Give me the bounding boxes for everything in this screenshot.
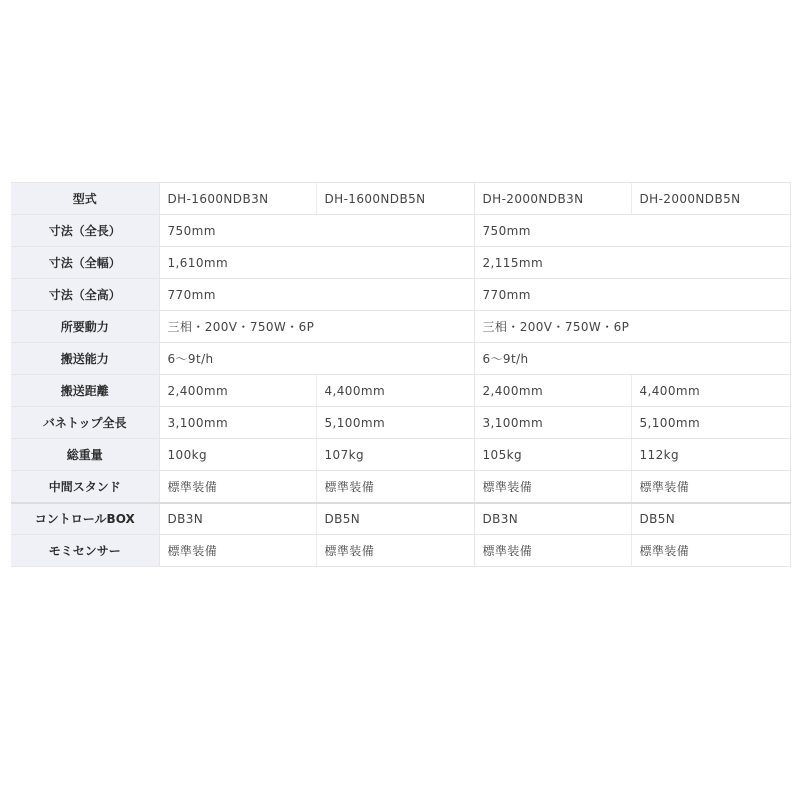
- row-label-sensor: モミセンサー: [11, 535, 159, 567]
- value-cell: 6～9t/h: [159, 343, 474, 375]
- row-label-width: 寸法（全幅）: [11, 247, 159, 279]
- table-row-stand: [11, 471, 790, 503]
- model-cell: DH-2000NDB3N: [474, 183, 631, 215]
- table-row-model: [11, 183, 790, 215]
- value-cell: 100kg: [159, 439, 316, 471]
- table-row-distance: [11, 375, 790, 407]
- value-cell: 標準装備: [159, 471, 316, 503]
- value-cell: DB3N: [474, 503, 631, 535]
- row-label-model: 型式: [11, 183, 159, 215]
- row-label-stand: 中間スタンド: [11, 471, 159, 503]
- row-label-top-length: バネトップ全長: [11, 407, 159, 439]
- value-cell: DB3N: [159, 503, 316, 535]
- table-row-power: [11, 311, 790, 343]
- table-row-control-box: [11, 503, 790, 535]
- value-cell: 750mm: [159, 215, 474, 247]
- value-cell: 標準装備: [159, 535, 316, 567]
- row-label-length: 寸法（全長）: [11, 215, 159, 247]
- spec-table: [11, 182, 791, 567]
- table-row-length: [11, 215, 790, 247]
- value-cell: 2,400mm: [474, 375, 631, 407]
- value-cell: 標準装備: [474, 535, 631, 567]
- value-cell: 107kg: [316, 439, 474, 471]
- table-row-height: [11, 279, 790, 311]
- value-cell: 770mm: [159, 279, 474, 311]
- value-cell: 標準装備: [631, 471, 790, 503]
- row-label-control-box: コントロールBOX: [11, 503, 159, 535]
- value-cell: 112kg: [631, 439, 790, 471]
- table-row-width: [11, 247, 790, 279]
- value-cell: 4,400mm: [631, 375, 790, 407]
- value-cell: 標準装備: [631, 535, 790, 567]
- row-label-distance: 搬送距離: [11, 375, 159, 407]
- value-cell: 3,100mm: [474, 407, 631, 439]
- value-cell: 3,100mm: [159, 407, 316, 439]
- value-cell: DB5N: [631, 503, 790, 535]
- value-cell: 4,400mm: [316, 375, 474, 407]
- value-cell: 三相・200V・750W・6P: [474, 311, 790, 343]
- table-row-top-length: [11, 407, 790, 439]
- value-cell: 標準装備: [316, 535, 474, 567]
- table-row-capacity: [11, 343, 790, 375]
- value-cell: 5,100mm: [316, 407, 474, 439]
- value-cell: 1,610mm: [159, 247, 474, 279]
- row-label-power: 所要動力: [11, 311, 159, 343]
- value-cell: 5,100mm: [631, 407, 790, 439]
- value-cell: 770mm: [474, 279, 790, 311]
- value-cell: 標準装備: [316, 471, 474, 503]
- value-cell: 105kg: [474, 439, 631, 471]
- value-cell: DB5N: [316, 503, 474, 535]
- value-cell: 750mm: [474, 215, 790, 247]
- row-label-height: 寸法（全高）: [11, 279, 159, 311]
- row-label-weight: 総重量: [11, 439, 159, 471]
- value-cell: 標準装備: [474, 471, 631, 503]
- value-cell: 三相・200V・750W・6P: [159, 311, 474, 343]
- value-cell: 2,115mm: [474, 247, 790, 279]
- table-row-sensor: [11, 535, 790, 567]
- value-cell: 2,400mm: [159, 375, 316, 407]
- table-row-weight: [11, 439, 790, 471]
- model-cell: DH-1600NDB5N: [316, 183, 474, 215]
- model-cell: DH-2000NDB5N: [631, 183, 790, 215]
- value-cell: 6～9t/h: [474, 343, 790, 375]
- model-cell: DH-1600NDB3N: [159, 183, 316, 215]
- row-label-capacity: 搬送能力: [11, 343, 159, 375]
